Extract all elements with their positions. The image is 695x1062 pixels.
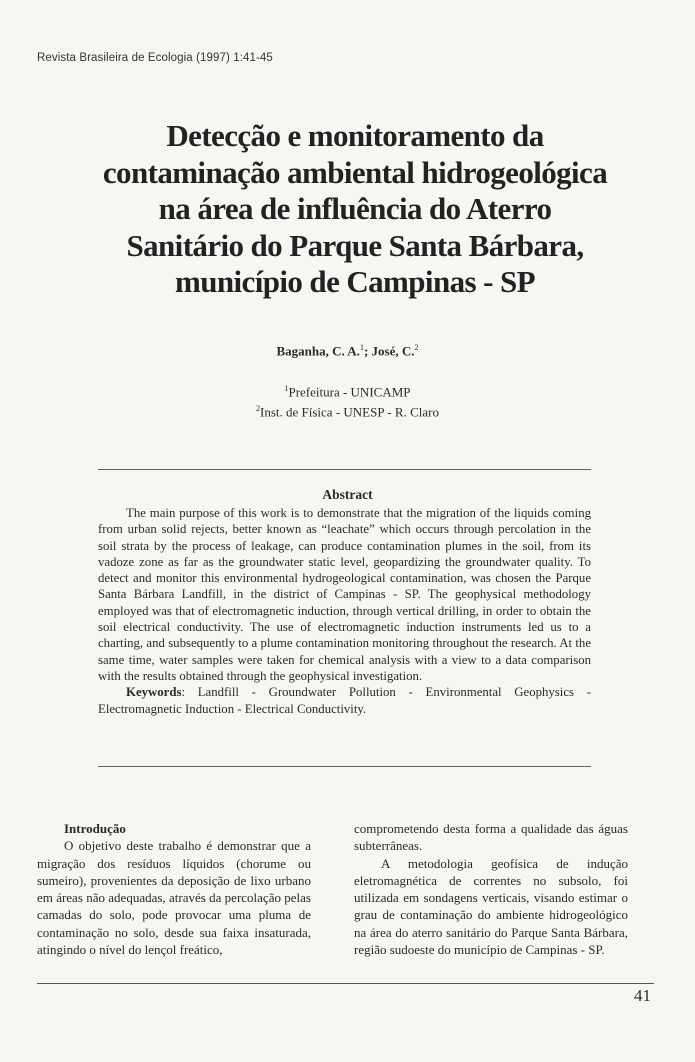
author-name: Baganha, C. A. xyxy=(276,343,360,359)
abstract-heading: Abstract xyxy=(322,487,373,502)
author-list xyxy=(0,343,695,359)
affiliation-mark: 1 xyxy=(359,343,364,352)
page-number: 41 xyxy=(634,986,651,1005)
keywords-text: : Landfill - Groundwater Pollution - Environmental Geophysics - Electromagnetic Induction - Electrical Conductivity. xyxy=(98,685,591,716)
body-column-right xyxy=(354,820,628,958)
title-line: Detecção e monitoramento da xyxy=(166,118,544,153)
section-heading: Introdução xyxy=(64,821,126,836)
abstract-bottom-divider xyxy=(98,766,591,767)
affiliation xyxy=(0,400,695,420)
affiliation-mark: 2 xyxy=(414,343,419,352)
author-name: José, C. xyxy=(371,343,415,359)
body-paragraph: A metodologia geofísica de indução eletromagnética de correntes no subsolo, foi utilizada em sondagens verticais, visando estimar o grau de contaminação do ambiente hidrogeológico na área do aterro sanitário do Parque Santa Bárbara, região sudoeste do município de Campinas - SP. xyxy=(354,855,628,958)
affiliation xyxy=(0,380,695,400)
body-paragraph: O objetivo deste trabalho é demonstrar que a migração dos resíduos líquidos (chorume ou sumeiro), provenientes da deposição de lixo urbano em áreas não adequadas, através da percolação pelas camadas do solo, pode provocar uma pluma de contaminação no solo, desde sua faixa insaturada, atingindo o nível do lençol freático, xyxy=(37,838,311,958)
keywords-label: Keywords xyxy=(126,685,182,700)
body-column-left xyxy=(37,820,311,958)
abstract-text: The main purpose of this work is to demonstrate that the migration of the liquids coming from urban solid rejects, better known as “leachate” which occurs through percolation in the soil strata by the process of leakage, can produce contamination plumes in the soil, from its vadoze zone as far as the groundwater static level, geopardizing the groundwater quality. To detect and monitor this environmental hydrogeological contamination, was chosen the Parque Santa Bárbara Landfill, in the district of Campinas - SP. The geophysical methodology employed was that of electromagnetic induction, through vertical drilling, in order to obtain the soil electrical conductivity. The use of electromagnetic induction instruments led us to a charting, and subsequently to a plume contamination monitoring throughout the research. At the same time, water samples were taken for chemical analysis with a view to a data comparison with the results obtained through the geophysical investigation. xyxy=(98,506,591,683)
title-line: município de Campinas - SP xyxy=(175,264,535,299)
abstract-body xyxy=(98,505,591,717)
body-paragraph-continued: comprometendo desta forma a qualidade das águas subterrâneas. xyxy=(354,821,628,854)
title-line: contaminação ambiental hidrogeológica xyxy=(102,154,608,190)
title-line: Sanitário do Parque Santa Bárbara, xyxy=(126,227,584,263)
title-line: na área de influência do Aterro xyxy=(158,191,552,226)
abstract-top-divider xyxy=(98,469,591,470)
keywords xyxy=(98,684,591,717)
affiliations xyxy=(0,380,695,421)
article-title xyxy=(60,118,650,301)
journal-citation: Revista Brasileira de Ecologia (1997) 1:41-45 xyxy=(37,52,273,64)
affiliation-mark: 1 xyxy=(284,384,289,393)
author-separator: ; xyxy=(363,343,372,359)
affiliation-mark: 2 xyxy=(256,404,260,414)
affiliation-text: Prefeitura - UNICAMP xyxy=(288,384,411,400)
affiliation-text: Inst. de Física - UNESP - R. Claro xyxy=(260,404,439,420)
footer-divider xyxy=(37,983,654,984)
